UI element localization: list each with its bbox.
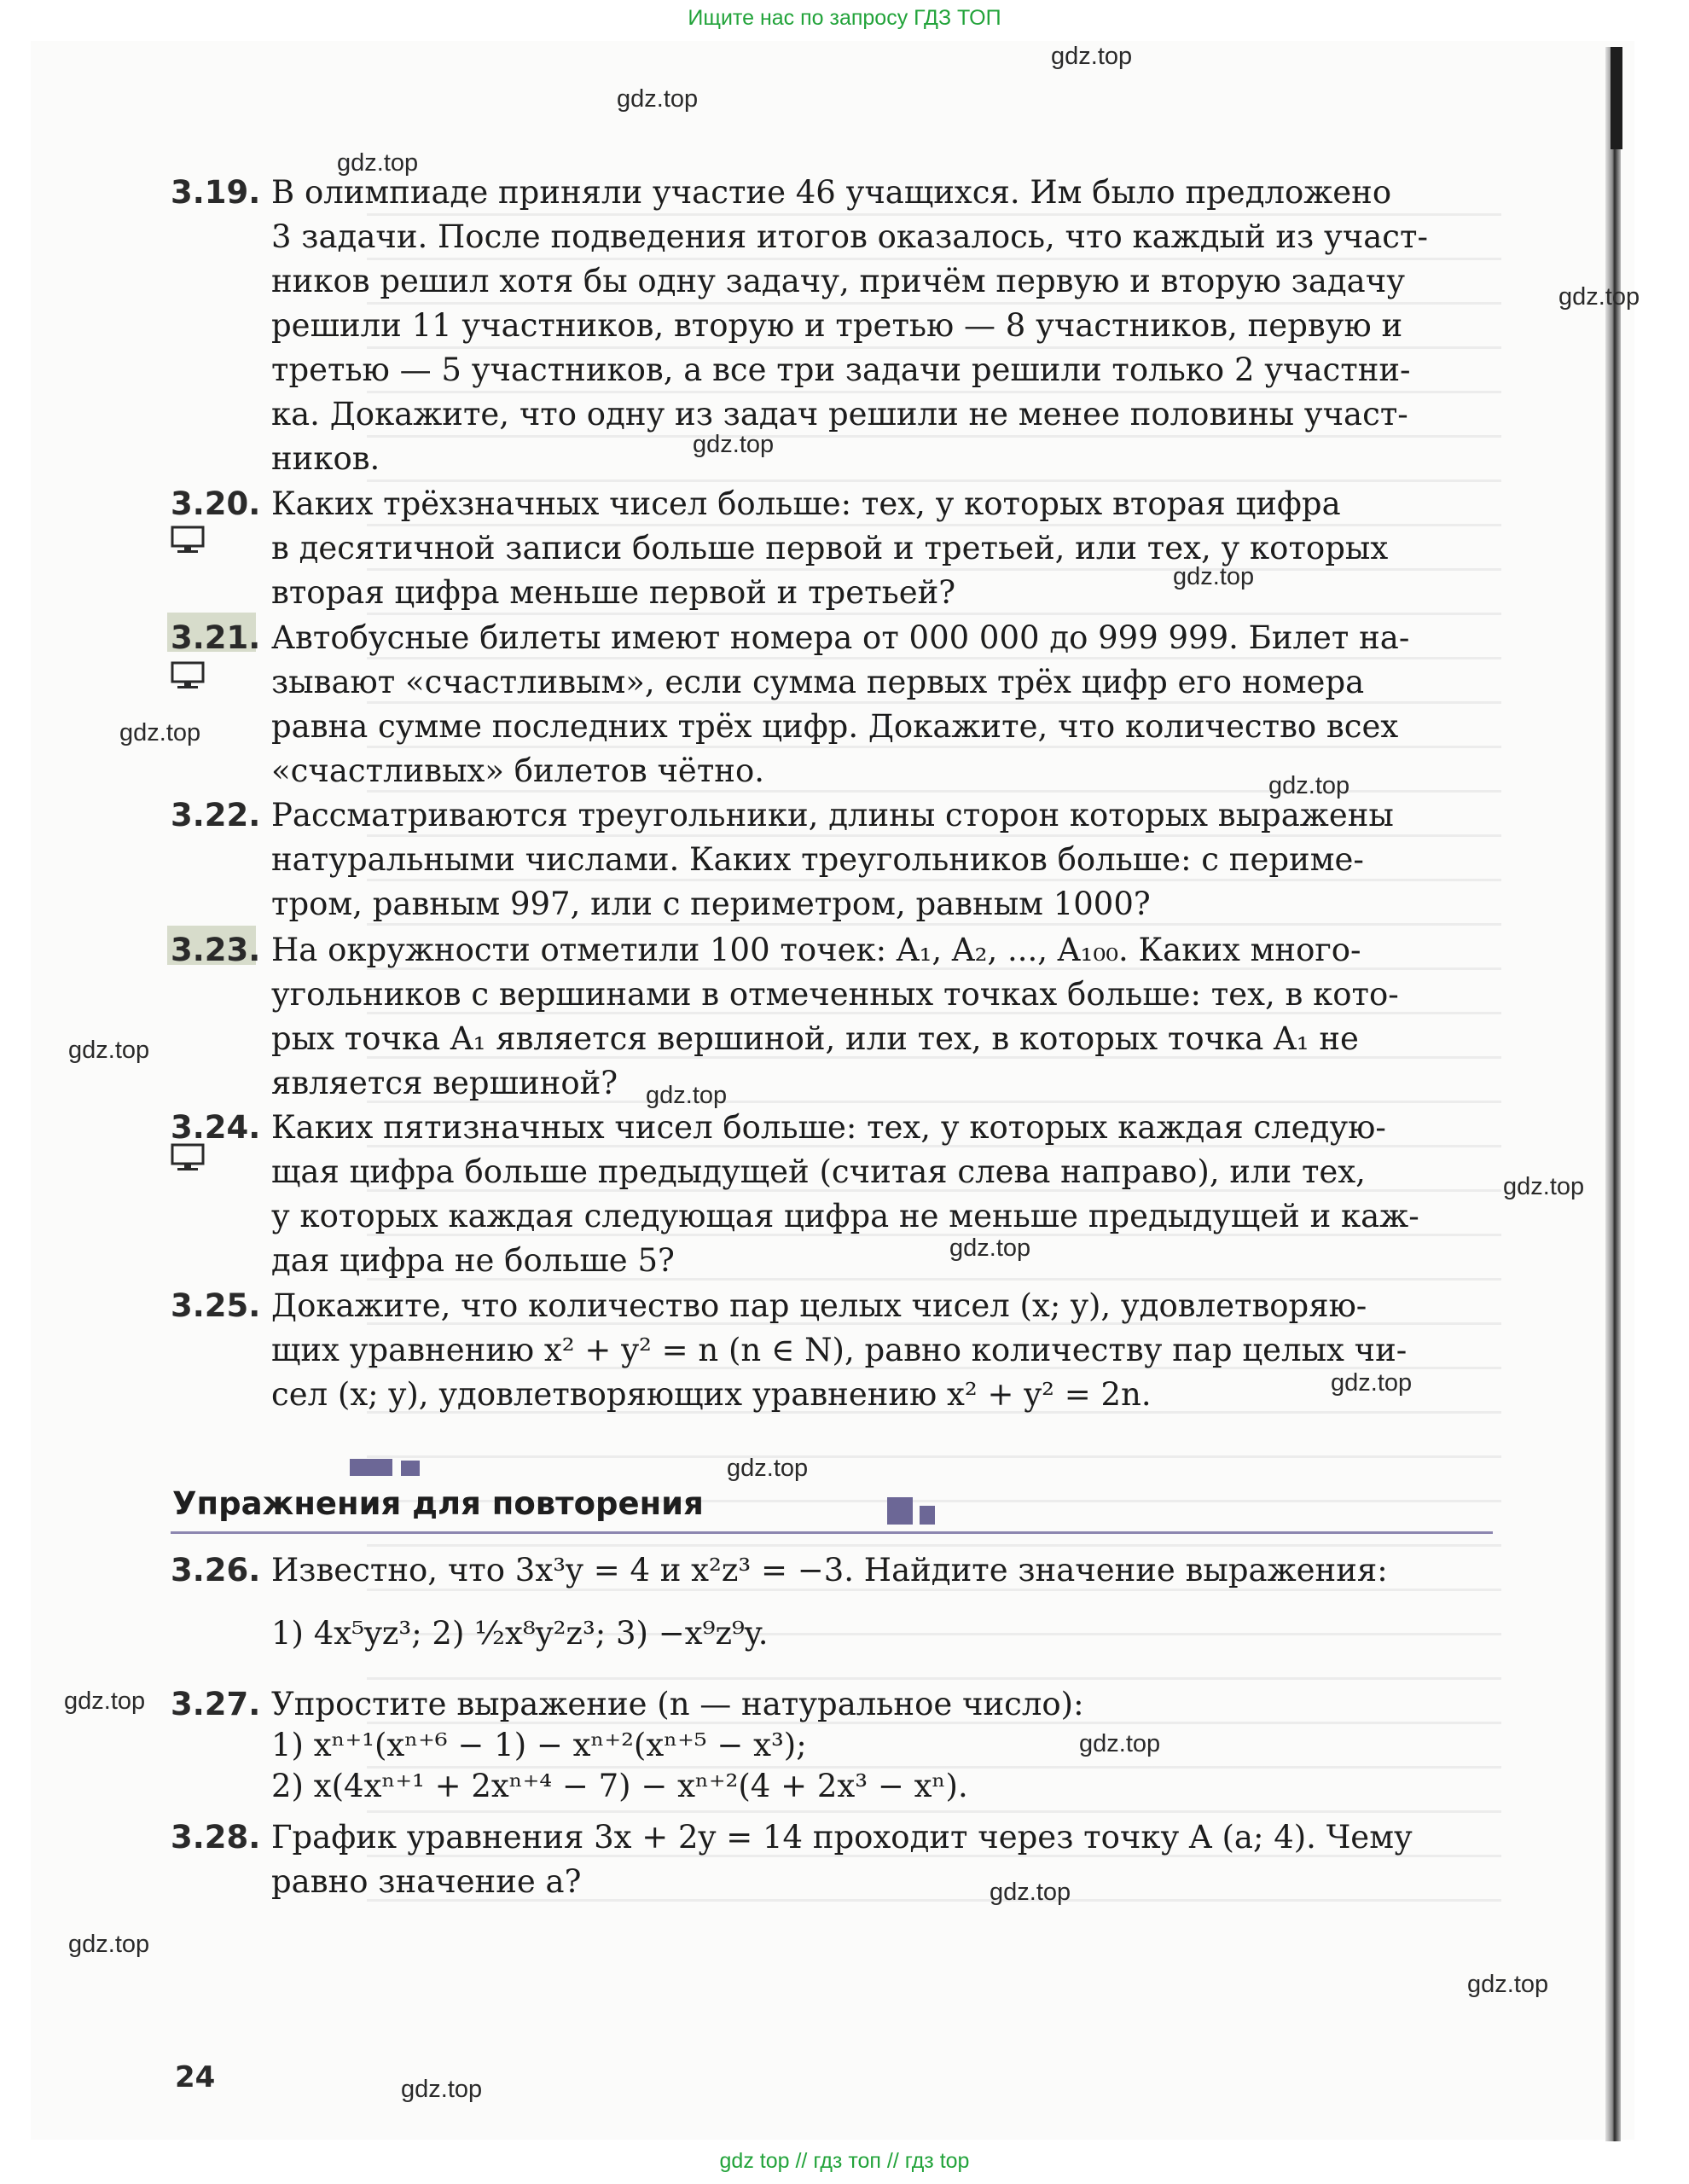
problem-text — [271, 1548, 1493, 1656]
watermark: gdz.top — [401, 2076, 483, 2103]
text-line: зывают «счастливым», если сумма первых трёх цифр его номера — [271, 664, 1365, 700]
text-line: Каких трёхзначных чисел больше: тех, у которых вторая цифра — [271, 485, 1341, 522]
problem-number: 3.19. — [171, 174, 261, 211]
text-line: щая цифра больше предыдущей (считая слева направо), или тех, — [271, 1153, 1366, 1190]
text-line: дая цифра не больше 5? — [271, 1242, 675, 1279]
text-line: 2) x(4xⁿ⁺¹ + 2xⁿ⁺⁴ − 7) − xⁿ⁺²(4 + 2x³ − xⁿ). — [271, 1768, 968, 1804]
text-line: Известно, что 3x³y = 4 и x²z³ = −3. Найдите значение выражения: — [271, 1552, 1388, 1589]
problem-text — [271, 928, 1493, 1106]
watermark: gdz.top — [1503, 1173, 1585, 1200]
text-line: Рассматриваются треугольники, длины сторон которых выражены — [271, 797, 1394, 834]
problem-number: 3.27. — [171, 1686, 261, 1722]
watermark: gdz.top — [1173, 563, 1255, 590]
text-line: ников решил хотя бы одну задачу, причём первую и вторую задачу — [271, 263, 1405, 299]
text-line: щих уравнению x² + y² = n (n ∈ N), равно количеству пар целых чи- — [271, 1332, 1408, 1368]
text-line: равно значение a? — [271, 1863, 582, 1900]
text-line: рых точка A₁ является вершиной, или тех, в которых точка A₁ не — [271, 1020, 1359, 1057]
top-banner: Ищите нас по запросу ГДЗ ТОП — [688, 6, 1001, 30]
computer-icon — [171, 661, 205, 692]
watermark: gdz.top — [617, 85, 699, 113]
decor-block — [401, 1461, 420, 1476]
text-line: Автобусные билеты имеют номера от 000 000 до 999 999. Билет на- — [271, 619, 1410, 656]
watermark: gdz.top — [949, 1234, 1031, 1262]
text-line: является вершиной? — [271, 1065, 618, 1101]
text-line: 3 задачи. После подведения итогов оказалось, что каждый из участ- — [271, 218, 1428, 255]
footer-links[interactable]: gdz top // гдз топ // гдз top — [719, 2149, 970, 2173]
section-header — [171, 1480, 1493, 1540]
watermark: gdz.top — [1268, 772, 1350, 799]
problem-text — [271, 482, 1493, 615]
text-line: В олимпиаде приняли участие 46 учащихся. Им было предложено — [271, 174, 1392, 211]
text-line: 1) xⁿ⁺¹(xⁿ⁺⁶ − 1) − xⁿ⁺²(xⁿ⁺⁵ − x³); — [271, 1727, 807, 1763]
text-line: у которых каждая следующая цифра не меньше предыдущей и каж- — [271, 1198, 1419, 1234]
decor-block — [920, 1506, 935, 1525]
problem-text — [271, 1682, 1493, 1805]
text-line: вторая цифра меньше первой и третьей? — [271, 574, 956, 611]
watermark: gdz.top — [1467, 1971, 1549, 1998]
problem-number: 3.20. — [171, 485, 261, 522]
decor-block — [350, 1459, 392, 1476]
text-line: Упростите выражение (n — натуральное число): — [271, 1686, 1084, 1722]
problem-text — [271, 1106, 1493, 1283]
problem-number: 3.28. — [171, 1819, 261, 1856]
text-line: сел (x; y), удовлетворяющих уравнению x² + y² = 2n. — [271, 1376, 1152, 1413]
decor-block — [887, 1497, 913, 1525]
problem-text — [271, 171, 1493, 481]
book-spine — [1605, 47, 1621, 2141]
page-number: 24 — [175, 2060, 216, 2094]
problem-number: 3.25. — [171, 1287, 261, 1324]
watermark: gdz.top — [1079, 1730, 1161, 1757]
problem-number: 3.22. — [171, 797, 261, 834]
watermark: gdz.top — [64, 1687, 146, 1715]
text-line: На окружности отметили 100 точек: A₁, A₂, ..., A₁₀₀. Каких много- — [271, 932, 1361, 968]
text-line: Каких пятизначных чисел больше: тех, у которых каждая следую- — [271, 1109, 1386, 1146]
problem-number: 3.26. — [171, 1552, 261, 1589]
problem-text — [271, 793, 1493, 926]
text-line: ка. Докажите, что одну из задач решили не менее половины участ- — [271, 396, 1408, 433]
watermark: gdz.top — [727, 1455, 809, 1482]
watermark: gdz.top — [68, 1931, 150, 1958]
watermark: gdz.top — [646, 1082, 728, 1109]
problem-text — [271, 1815, 1493, 1904]
text-line: тром, равным 997, или с периметром, равным 1000? — [271, 886, 1151, 922]
text-line: угольников с вершинами в отмеченных точках больше: тех, в кото- — [271, 976, 1399, 1013]
watermark: gdz.top — [990, 1879, 1071, 1906]
text-line: натуральными числами. Каких треугольников больше: с периме- — [271, 841, 1364, 878]
watermark: gdz.top — [693, 431, 775, 458]
computer-icon — [171, 526, 205, 556]
watermark: gdz.top — [1331, 1369, 1413, 1397]
problem-text — [271, 1284, 1493, 1417]
section-divider — [171, 1531, 1493, 1534]
watermark: gdz.top — [1051, 43, 1133, 70]
section-title: Упражнения для повторения — [172, 1485, 704, 1522]
text-line: «счастливых» билетов чётно. — [271, 752, 764, 789]
watermark: gdz.top — [68, 1037, 150, 1064]
problem-text — [271, 616, 1493, 793]
text-line: равна сумме последних трёх цифр. Докажите, что количество всех — [271, 708, 1399, 745]
problem-number: 3.21. — [171, 619, 261, 656]
watermark: gdz.top — [119, 719, 201, 746]
problem-number: 3.23. — [171, 932, 261, 968]
watermark: gdz.top — [337, 149, 419, 177]
text-line: График уравнения 3x + 2y = 14 проходит через точку A (a; 4). Чему — [271, 1819, 1413, 1856]
problem-number: 3.24. — [171, 1109, 261, 1146]
watermark: gdz.top — [1558, 283, 1640, 311]
text-line: ников. — [271, 440, 380, 477]
text-line: 1) 4x⁵yz³; 2) ½x⁸y²z³; 3) −x⁹z⁹y. — [271, 1615, 769, 1652]
book-spine-dark — [1611, 47, 1622, 149]
text-line: Докажите, что количество пар целых чисел (x; y), удовлетворяю- — [271, 1287, 1367, 1324]
text-line: решили 11 участников, вторую и третью — 8 участников, первую и — [271, 307, 1403, 344]
text-line: в десятичной записи больше первой и третьей, или тех, у которых — [271, 530, 1389, 566]
text-line: третью — 5 участников, а все три задачи решили только 2 участни- — [271, 351, 1411, 388]
